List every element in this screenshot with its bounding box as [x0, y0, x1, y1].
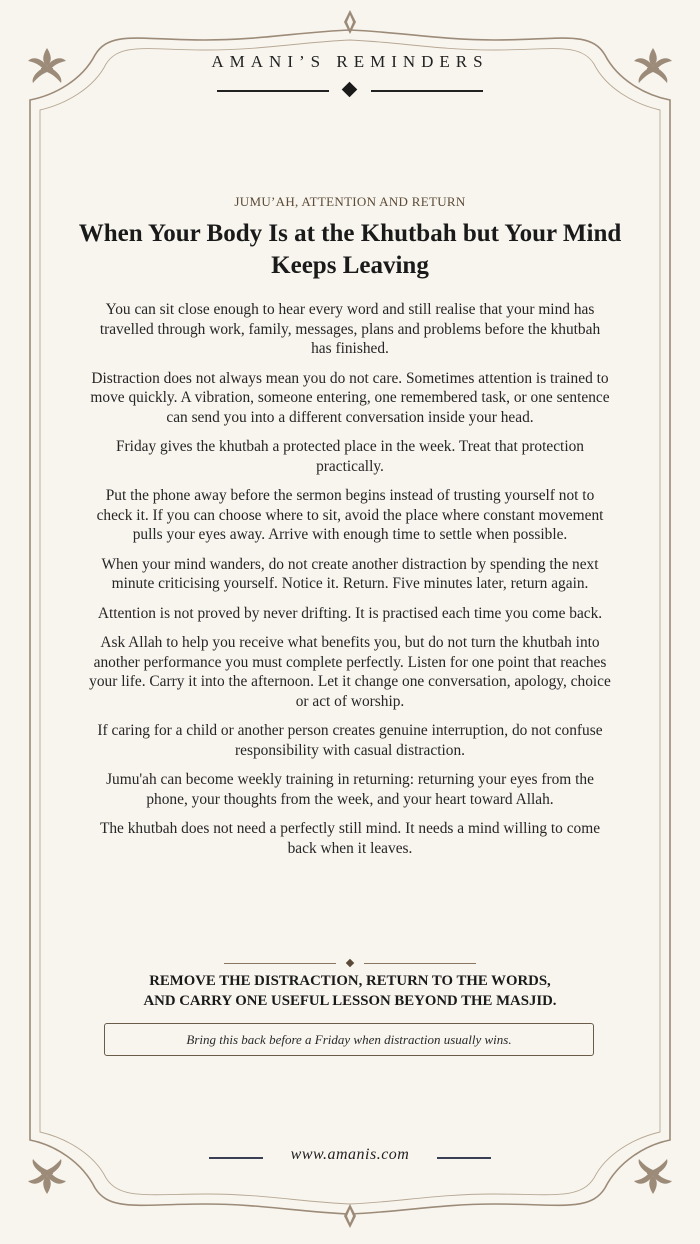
closing-divider — [224, 963, 476, 965]
fleur-de-lis-icon-bottom-right — [634, 1159, 672, 1194]
paragraph: Distraction does not always mean you do not care. Sometimes attention is trained to move quickly. A vibration, someone entering, one remembered task, or one sentence can send you into a different conversation inside your head. — [90, 369, 610, 426]
brand-title: AMANI’S REMINDERS — [211, 52, 489, 71]
brand-rule-left — [217, 90, 329, 92]
brand-rule-right — [371, 90, 483, 92]
page-title: When Your Body Is at the Khutbah but Your Mind Keeps Leaving — [78, 220, 622, 279]
fleur-de-lis-icon-bottom-left — [28, 1159, 66, 1194]
reminder-note: Bring this back before a Friday when distraction usually wins. — [104, 1023, 594, 1056]
paragraph: The khutbah does not need a perfectly still mind. It needs a mind willing to come back when it leaves. — [99, 820, 601, 857]
paragraph: Put the phone away before the sermon begins instead of trusting yourself not to check it. If you can choose where to sit, avoid the place where constant movement pulls your eyes away. Arrive with enough time to settle when possible. — [96, 487, 604, 543]
paragraph: Friday gives the khutbah a protected place in the week. Treat that protection practically. — [116, 438, 584, 475]
bottom-diamond-icon — [344, 1204, 356, 1228]
closing-statement — [80, 971, 620, 1011]
paragraph: You can sit close enough to hear every word and still realise that your mind has travelled through work, family, messages, plans and problems before the khutbah has finished. — [99, 301, 601, 357]
closing-line-2: AND CARRY ONE USEFUL LESSON BEYOND THE MASJID. — [143, 993, 557, 1009]
paragraph: When your mind wanders, do not create another distraction by spending the next minute criticising yourself. Notice it. Return. Five minutes later, return again. — [101, 555, 599, 592]
paragraph: If caring for a child or another person creates genuine interruption, do not confuse responsibility with casual distraction. — [97, 722, 603, 759]
footer-link[interactable]: www.amanis.com — [290, 1146, 410, 1163]
article-body — [88, 300, 612, 868]
paragraph: Attention is not proved by never drifting. It is practised each time you come back. — [97, 604, 603, 622]
paragraph: Ask Allah to help you receive what benefits you, but do not turn the khutbah into another performance you must complete perfectly. Listen for one point that reaches your life. Carry it into the afternoon. Let it change one conversation, apology, choice or act of worship. — [89, 634, 611, 710]
closing-line-1: REMOVE THE DISTRACTION, RETURN TO THE WORDS, — [149, 973, 551, 989]
paragraph: Jumu'ah can become weekly training in returning: returning your eyes from the phone, your thoughts from the week, and your heart toward Allah. — [106, 771, 594, 808]
footer-rule-right — [437, 1157, 491, 1159]
section-kicker: JUMU’AH, ATTENTION AND RETURN — [234, 194, 466, 209]
